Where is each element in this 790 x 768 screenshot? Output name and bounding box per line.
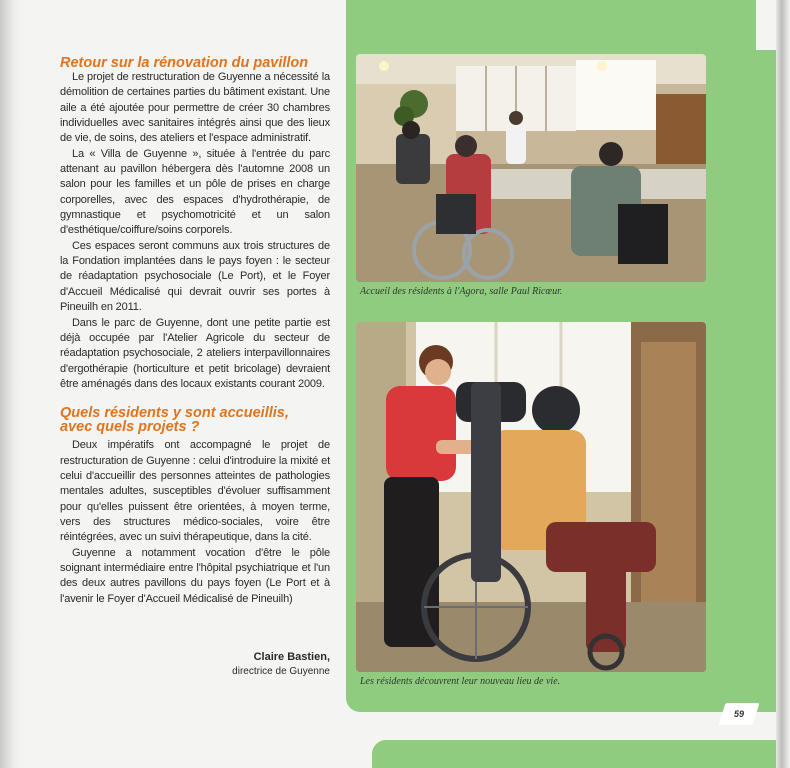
- page-number: 59: [733, 709, 744, 719]
- footer-band: [372, 740, 776, 768]
- article-column: [60, 56, 330, 607]
- section-heading-residents: [60, 406, 330, 434]
- section-heading-renovation: Retour sur la rénovation du pavillon: [60, 55, 309, 71]
- author-name: Claire Bastien,: [253, 651, 330, 663]
- paragraph-3: Ces espaces seront communs aux trois structures de la Fondation implantées dans le pays foyen : le secteur de réadaptation psychosociale (Le Port), et le Foyer d'Accueil Médicalisé qui devrait ouvrir ses portes à Pineuilh en 2011.: [60, 239, 330, 314]
- page-edge: [776, 0, 790, 768]
- photo-agora-dining-hall: [356, 54, 706, 282]
- caption-photo-2: Les résidents découvrent leur nouveau lieu de vie.: [360, 676, 561, 687]
- heading-line-1: Quels résidents y sont accueillis,: [60, 405, 289, 422]
- paragraph-4: Dans le parc de Guyenne, dont une petite partie est déjà occupée par l'Atelier Agricole du secteur de réadaptation psychosociale, 2 ateliers interpavillonnaires d'ergothérapie (horticulture et petit bricolage) devraient être aménagés dans des locaux existants courant 2009.: [60, 316, 330, 390]
- signature: [60, 650, 330, 679]
- paragraph-5: Deux impératifs ont accompagné le projet de restructuration de Guyenne : celui d'introduire la mixité et celui d'accueillir des personnes atteintes de pathologies mentales adultes, susceptibles d'évoluer suffisamment pour qu'elles puissent être orientées, à moyen terme, vers des structures médico-sociales, voire être réintégrées, avec un suivi thérapeutique, dans la cité.: [60, 439, 330, 544]
- paragraph-2: La « Villa de Guyenne », située à l'entrée du parc attenant au pavillon hébergera dès l'automne 2008 un salon pour les familles et un pôle de prises en charge corporelles, avec des espaces d'hydrothérapie, de gymnastique et psychomotricité et un salon d'esthétique/coiffure/soins corporels.: [60, 147, 330, 237]
- panel-notch: [756, 0, 776, 50]
- page-number-badge: [718, 703, 759, 725]
- paragraph-6: Guyenne a notamment vocation d'être le pôle soignant intermédiaire entre l'hôpital psychiatrique et l'un des deux autres pavillons du pays foyen (Le Port et à l'avenir le Foyer d'Accueil Médicalisé de Pineuilh): [60, 546, 330, 605]
- heading-line-2: avec quels projets ?: [60, 419, 200, 436]
- photo-residents-wheelchair: [356, 322, 706, 672]
- author-role: directrice de Guyenne: [232, 666, 330, 677]
- paragraph-1: Le projet de restructuration de Guyenne a nécessité la démolition de certaines parties du bâtiment existant. Une aile a été ajoutée pour permettre de créer 30 chambres individuelles avec sanitaires intégrés ainsi que des lieux de vie, de soins, des ateliers et l'espace administratif.: [60, 71, 330, 145]
- page-gutter-shadow: [0, 0, 22, 768]
- caption-photo-1: Accueil des résidents à l'Agora, salle Paul Ricœur.: [360, 286, 563, 297]
